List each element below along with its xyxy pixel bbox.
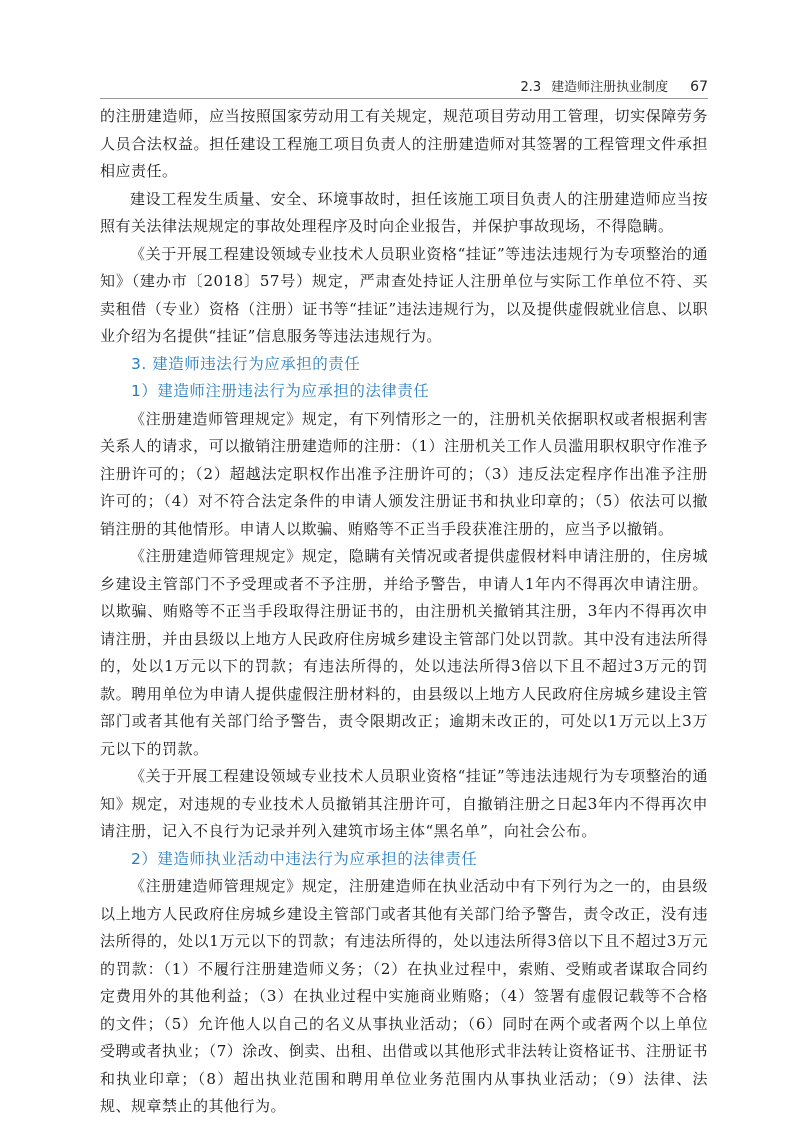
page-body: [100, 103, 708, 1121]
header-section-title: 建造师注册执业制度: [551, 80, 669, 95]
paragraph-revoke-registration: 《注册建造师管理规定》规定，有下列情形之一的，注册机关依据职权或者根据利害关系人的请求，可以撤销注册建造师的注册：（1）注册机关工作人员滥用职权职守作准予注册许可的；（2）超越法定职权作出准予注册许可的；（3）违反法定程序作出准予注册许可的；（4）对不符合法定条件的申请人颁发注册证书和执业印章的；（5）依法可以撤销注册的其他情形。申请人以欺骗、贿赂等不正当手段获准注册的，应当予以撤销。: [100, 409, 708, 538]
paragraph-practice-violations: 《注册建造师管理规定》规定，注册建造师在执业活动中有下列行为之一的，由县级以上地方人民政府住房城乡建设主管部门或者其他有关部门给予警告，责令改正，没有违法所得的，处以1万元以下的罚款；有违法所得的，处以违法所得3倍以下且不超过3万元的罚款：（1）不履行注册建造师义务；（2）在执业过程中，索贿、受贿或者谋取合同约定费用外的其他利益；（3）在执业过程中实施商业贿赂；（4）签署有虚假记载等不合格的文件；（5）允许他人以自己的名义从事执业活动；（6）同时在两个或者两个以上单位受聘或者执业；（7）涂改、倒卖、出租、出借或以其他形式非法转让资格证书、注册证书和执业印章；（8）超出执业范围和聘用单位业务范围内从事执业活动；（9）法律、法规、规章禁止的其他行为。: [100, 877, 708, 1115]
paragraph-blacklist: 《关于开展工程建设领域专业技术人员职业资格“挂证”等违法违规行为专项整治的通知》规定，对违规的专业技术人员撤销其注册许可，自撤销注册之日起3年内不得再次申请注册，记入不良行为记录并列入建筑市场主体“黑名单”，向社会公布。: [100, 767, 708, 840]
header-section-number: 2.3: [520, 80, 542, 95]
paragraph-certificate-notice: 《关于开展工程建设领域专业技术人员职业资格“挂证”等违法违规行为专项整治的通知》（建办市〔2018〕57号）规定，严肃查处持证人注册单位与实际工作单位不符、买卖租借（专业）资格（注册）证书等“挂证”违法违规行为，以及提供虚假就业信息、以职业介绍为名提供“挂证”信息服务等违法违规行为。: [100, 244, 708, 345]
header-rule: [100, 98, 708, 99]
running-header: [100, 76, 708, 95]
paragraph-false-materials: 《注册建造师管理规定》规定，隐瞒有关情况或者提供虚假材料申请注册的，住房城乡建设主管部门不予受理或者不予注册，并给予警告，申请人1年内不得再次申请注册。以欺骗、贿赂等不正当手段取得注册证书的，由注册机关撤销其注册，3年内不得再次申请注册，并由县级以上地方人民政府住房城乡建设主管部门处以罚款。其中没有违法所得的，处以1万元以下的罚款；有违法所得的，处以违法所得3倍以下且不超过3万元的罚款。聘用单位为申请人提供虚假注册材料的，由县级以上地方人民政府住房城乡建设主管部门或者其他有关部门给予警告，责令限期改正；逾期未改正的，可处以1万元以上3万元以下的罚款。: [100, 547, 708, 758]
paragraph-continuation: 的注册建造师，应当按照国家劳动用工有关规定，规范项目劳动用工管理，切实保障劳务人员合法权益。担任建设工程施工项目负责人的注册建造师对其签署的工程管理文件承担相应责任。: [100, 107, 708, 180]
subheading-registration-liability: 1）建造师注册违法行为应承担的法律责任: [131, 382, 430, 400]
page-number: 67: [690, 79, 708, 95]
subheading-practice-liability: 2）建造师执业活动中违法行为应承担的法律责任: [131, 849, 478, 868]
heading-violation-liability: 3. 建造师违法行为应承担的责任: [131, 354, 361, 373]
paragraph-accident-report: 建设工程发生质量、安全、环境事故时，担任该施工项目负责人的注册建造师应当按照有关法律法规规定的事故处理程序及时向企业报告，并保护事故现场，不得隐瞒。: [100, 189, 708, 235]
